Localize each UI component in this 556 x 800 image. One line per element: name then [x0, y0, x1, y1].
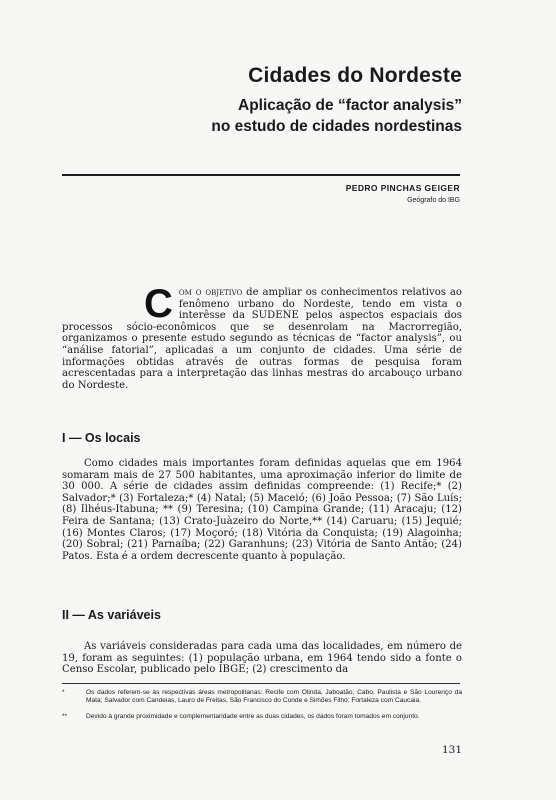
- footnote: [62, 713, 462, 721]
- section-paragraph-variaveis: As variáveis consideradas para cada uma das localidades, em número de 19, foram as seguintes: (1) população urbana, em 1964 tendo sido a fonte o Censo Escolar, publicado pelo IBGE; (2) crescimento da: [62, 641, 462, 676]
- title-divider: [62, 174, 460, 176]
- article-subtitle-line-2: no estudo de cidades nordestinas: [211, 118, 462, 135]
- footnote-marker: **: [62, 713, 68, 720]
- footnote-text: Devido à grande proximidade e complementaridade entre as duas cidades, os dados foram tomados em conjunto.: [86, 713, 420, 720]
- footnote-text: Os dados referem-se às respectivas áreas metropolitanas: Recife com Olinda, Jaboatão, Cabo, Paulista e São Lourenço da Mata; Salvador com Candeias, Lauro de Freitas, São Francisco do Conde e Simões Filho; Fortaleza com Caucaia.: [86, 689, 462, 704]
- section-paragraph-locais: Como cidades mais importantes foram definidas aquelas que em 1964 somaram mais de 27 500 habitantes, uma aproximação inferior do limite de 30 000. A série de cidades assim definidas compreende: (1) Recife;* (2) Salvador;* (3) Fortaleza;* (4) Natal; (5) Maceió; (6) João Pessoa; (7) São Luís; (8) Ilhéus-Itabuna; ** (9) Teresina; (10) Campina Grande; (11) Aracaju; (12) Feira de Santana; (13) Crato-Juàzeiro do Norte,** (14) Caruaru; (15) Jequié; (16) Montes Claros; (17) Moçoró; (18) Vitória da Conquista; (19) Alagoinha; (20) Sobral; (21) Parnaíba; (22) Garanhuns; (23) Vitória de Santo Antão; (24) Patos. Esta é a ordem decrescente quanto à população.: [62, 458, 462, 562]
- footnote-divider: [62, 683, 460, 684]
- section-heading-locais: I — Os locais: [62, 431, 141, 445]
- page-number: 131: [441, 744, 462, 756]
- drop-cap: C: [144, 282, 173, 326]
- article-title: Cidades do Nordeste: [248, 64, 462, 87]
- intro-text: de ampliar os conhecimentos relativos ao fenômeno urbano do Nordeste, tendo em vista o interêsse da SUDENE pelos aspectos espaciais dos processos sócio-econômicos que se desenrolam na Macrorregião, organizamos o presente estudo segundo as técnicas de “factor analysis”, ou “análise fatorial”, aplicadas a um conjunto de cidades. Uma série de informações obtidas através de outras formas de pesquisa foram acrescentadas para a interpretação das linhas mestras do arcabouço urbano do Nordeste.: [62, 287, 463, 391]
- section-heading-variaveis: II — As variáveis: [62, 608, 161, 622]
- footnote-marker: *: [62, 689, 65, 696]
- author-role: Geógrafo do IBG: [407, 197, 460, 204]
- footnote: [62, 689, 462, 705]
- article-subtitle-line-1: Aplicação de “factor analysis”: [238, 97, 462, 114]
- author-name: PEDRO PINCHAS GEIGER: [345, 183, 460, 193]
- intro-lead-words: om o objetivo: [178, 287, 243, 298]
- intro-paragraph: [62, 282, 463, 391]
